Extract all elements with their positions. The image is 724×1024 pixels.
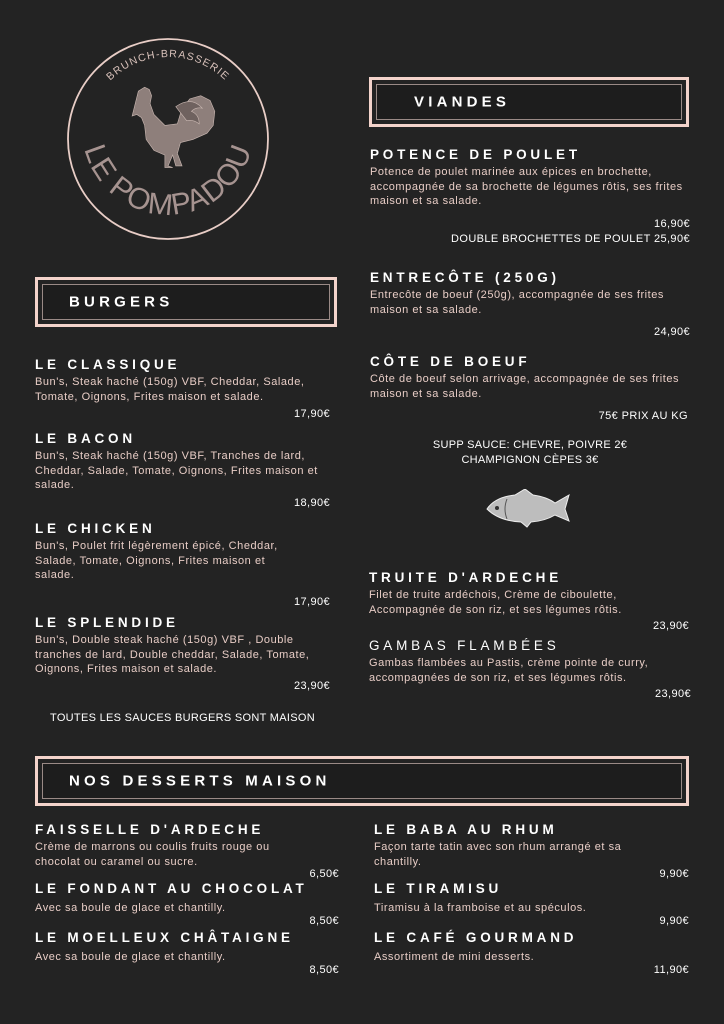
logo-subtitle: BRUNCH-BRASSERIE xyxy=(104,47,232,83)
section-title: VIANDES xyxy=(414,93,511,111)
item-description: Côte de boeuf selon arrivage, accompagnée de ses frites maison et sa salade. xyxy=(370,373,680,400)
item-description: Avec sa boule de glace et chantilly. xyxy=(35,902,226,914)
menu-item xyxy=(35,821,339,881)
menu-item xyxy=(35,929,339,977)
item-description: Tiramisu à la framboise et au spéculos. xyxy=(374,902,587,914)
item-price: 18,90€ xyxy=(293,497,330,510)
item-title: LE SPLENDIDE xyxy=(35,615,179,630)
menu-item xyxy=(35,430,330,510)
menu-item xyxy=(35,356,330,421)
item-description: Avec sa boule de glace et chantilly. xyxy=(35,951,226,963)
section-title: BURGERS xyxy=(69,293,174,311)
item-title: CÔTE DE BOEUF xyxy=(370,354,531,369)
item-description: Bun's, Poulet frit légèrement épicé, Cheddar, Salade, Tomate, Oignons, Frites maison et salade. xyxy=(35,540,278,582)
item-description: Bun's, Steak haché (150g) VBF, Cheddar, Salade, Tomate, Oignons, Frites maison et salade. xyxy=(35,376,305,403)
item-title: LE TIRAMISU xyxy=(374,881,503,896)
item-title: TRUITE D'ARDECHE xyxy=(369,570,563,585)
menu-item xyxy=(374,880,689,928)
item-price: 9,90€ xyxy=(659,868,689,881)
item-title: LE BABA AU RHUM xyxy=(374,822,558,837)
rooster-icon xyxy=(132,87,215,167)
burger-sauce-note: TOUTES LES SAUCES BURGERS SONT MAISON xyxy=(50,712,315,724)
item-price: 9,90€ xyxy=(659,914,689,927)
menu-item xyxy=(370,146,690,246)
item-title: LE MOELLEUX CHÂTAIGNE xyxy=(35,930,294,945)
item-price: 17,90€ xyxy=(293,408,330,421)
item-price: 23,90€ xyxy=(293,680,330,693)
menu-item xyxy=(370,353,688,423)
sauce-supplement-note xyxy=(400,438,660,468)
section-header-desserts xyxy=(35,756,689,806)
menu-item xyxy=(369,637,691,701)
section-header-viandes xyxy=(369,77,689,127)
item-title: LE FONDANT AU CHOCOLAT xyxy=(35,881,308,896)
item-description: Assortiment de mini desserts. xyxy=(374,951,535,963)
menu-item xyxy=(35,614,330,693)
menu-item xyxy=(35,520,330,609)
item-title: POTENCE DE POULET xyxy=(370,147,581,162)
item-title: ENTRECÔTE (250G) xyxy=(370,270,560,285)
item-title: FAISSELLE D'ARDECHE xyxy=(35,822,265,837)
restaurant-logo xyxy=(66,37,270,241)
menu-item xyxy=(369,569,689,633)
item-title: LE CAFÉ GOURMAND xyxy=(374,930,578,945)
logo-name: LE POMPADOU xyxy=(77,139,259,223)
item-price: 11,90€ xyxy=(653,963,689,976)
item-title: LE CLASSIQUE xyxy=(35,357,181,372)
menu-item xyxy=(370,269,690,339)
item-title: GAMBAS FLAMBÉES xyxy=(369,638,560,653)
item-description: Bun's, Steak haché (150g) VBF, Tranches de lard, Cheddar, Salade, Tomate, Oignons, Frites maison et salade. xyxy=(35,450,318,492)
item-description: Crème de marrons ou coulis fruits rouge ou chocolat ou caramel ou sucre. xyxy=(35,841,270,868)
menu-item xyxy=(374,929,689,977)
item-description: Entrecôte de boeuf (250g), accompagnée de ses frites maison et sa salade. xyxy=(370,289,664,316)
item-title: LE BACON xyxy=(35,431,136,446)
menu-item xyxy=(35,880,339,928)
item-description: Gambas flambées au Pastis, crème pointe de curry, accompagnées de son riz, et ses légumes rôtis. xyxy=(369,657,649,684)
item-price: 23,90€ xyxy=(652,620,689,633)
item-price: 8,50€ xyxy=(309,914,339,927)
note-line: CHAMPIGNON CÈPES 3€ xyxy=(461,454,599,466)
item-price: 17,90€ xyxy=(293,596,330,609)
item-extra-price: DOUBLE BROCHETTES DE POULET 25,90€ xyxy=(451,233,690,246)
item-price: 23,90€ xyxy=(654,688,691,701)
item-description: Façon tarte tatin avec son rhum arrangé et sa chantilly. xyxy=(374,841,622,868)
item-price: 75€ PRIX AU KG xyxy=(598,410,688,423)
item-price: 8,50€ xyxy=(309,963,339,976)
item-description: Filet de truite ardéchois, Crème de ciboulette, Accompagnée de son riz, et ses légumes rôtis. xyxy=(369,589,622,616)
section-title: NOS DESSERTS MAISON xyxy=(69,772,331,790)
item-description: Bun's, Double steak haché (150g) VBF , Double tranches de lard, Double cheddar, Salade, Tomate, Oignons, Frites maison et salade. xyxy=(35,634,310,676)
item-price: 16,90€ xyxy=(653,218,690,231)
section-header-burgers xyxy=(35,277,337,327)
item-price: 6,50€ xyxy=(309,868,339,881)
item-title: LE CHICKEN xyxy=(35,521,156,536)
menu-item xyxy=(374,821,689,881)
item-price: 24,90€ xyxy=(653,326,690,339)
note-line: SUPP SAUCE: CHEVRE, POIVRE 2€ xyxy=(432,439,628,451)
svg-text:BRUNCH-BRASSERIE xyxy=(104,48,232,83)
fish-icon xyxy=(485,489,573,534)
item-description: Potence de poulet marinée aux épices en brochette, accompagnée de sa brochette de légumes rôtis, ses frites maison et sa salade. xyxy=(370,166,683,208)
